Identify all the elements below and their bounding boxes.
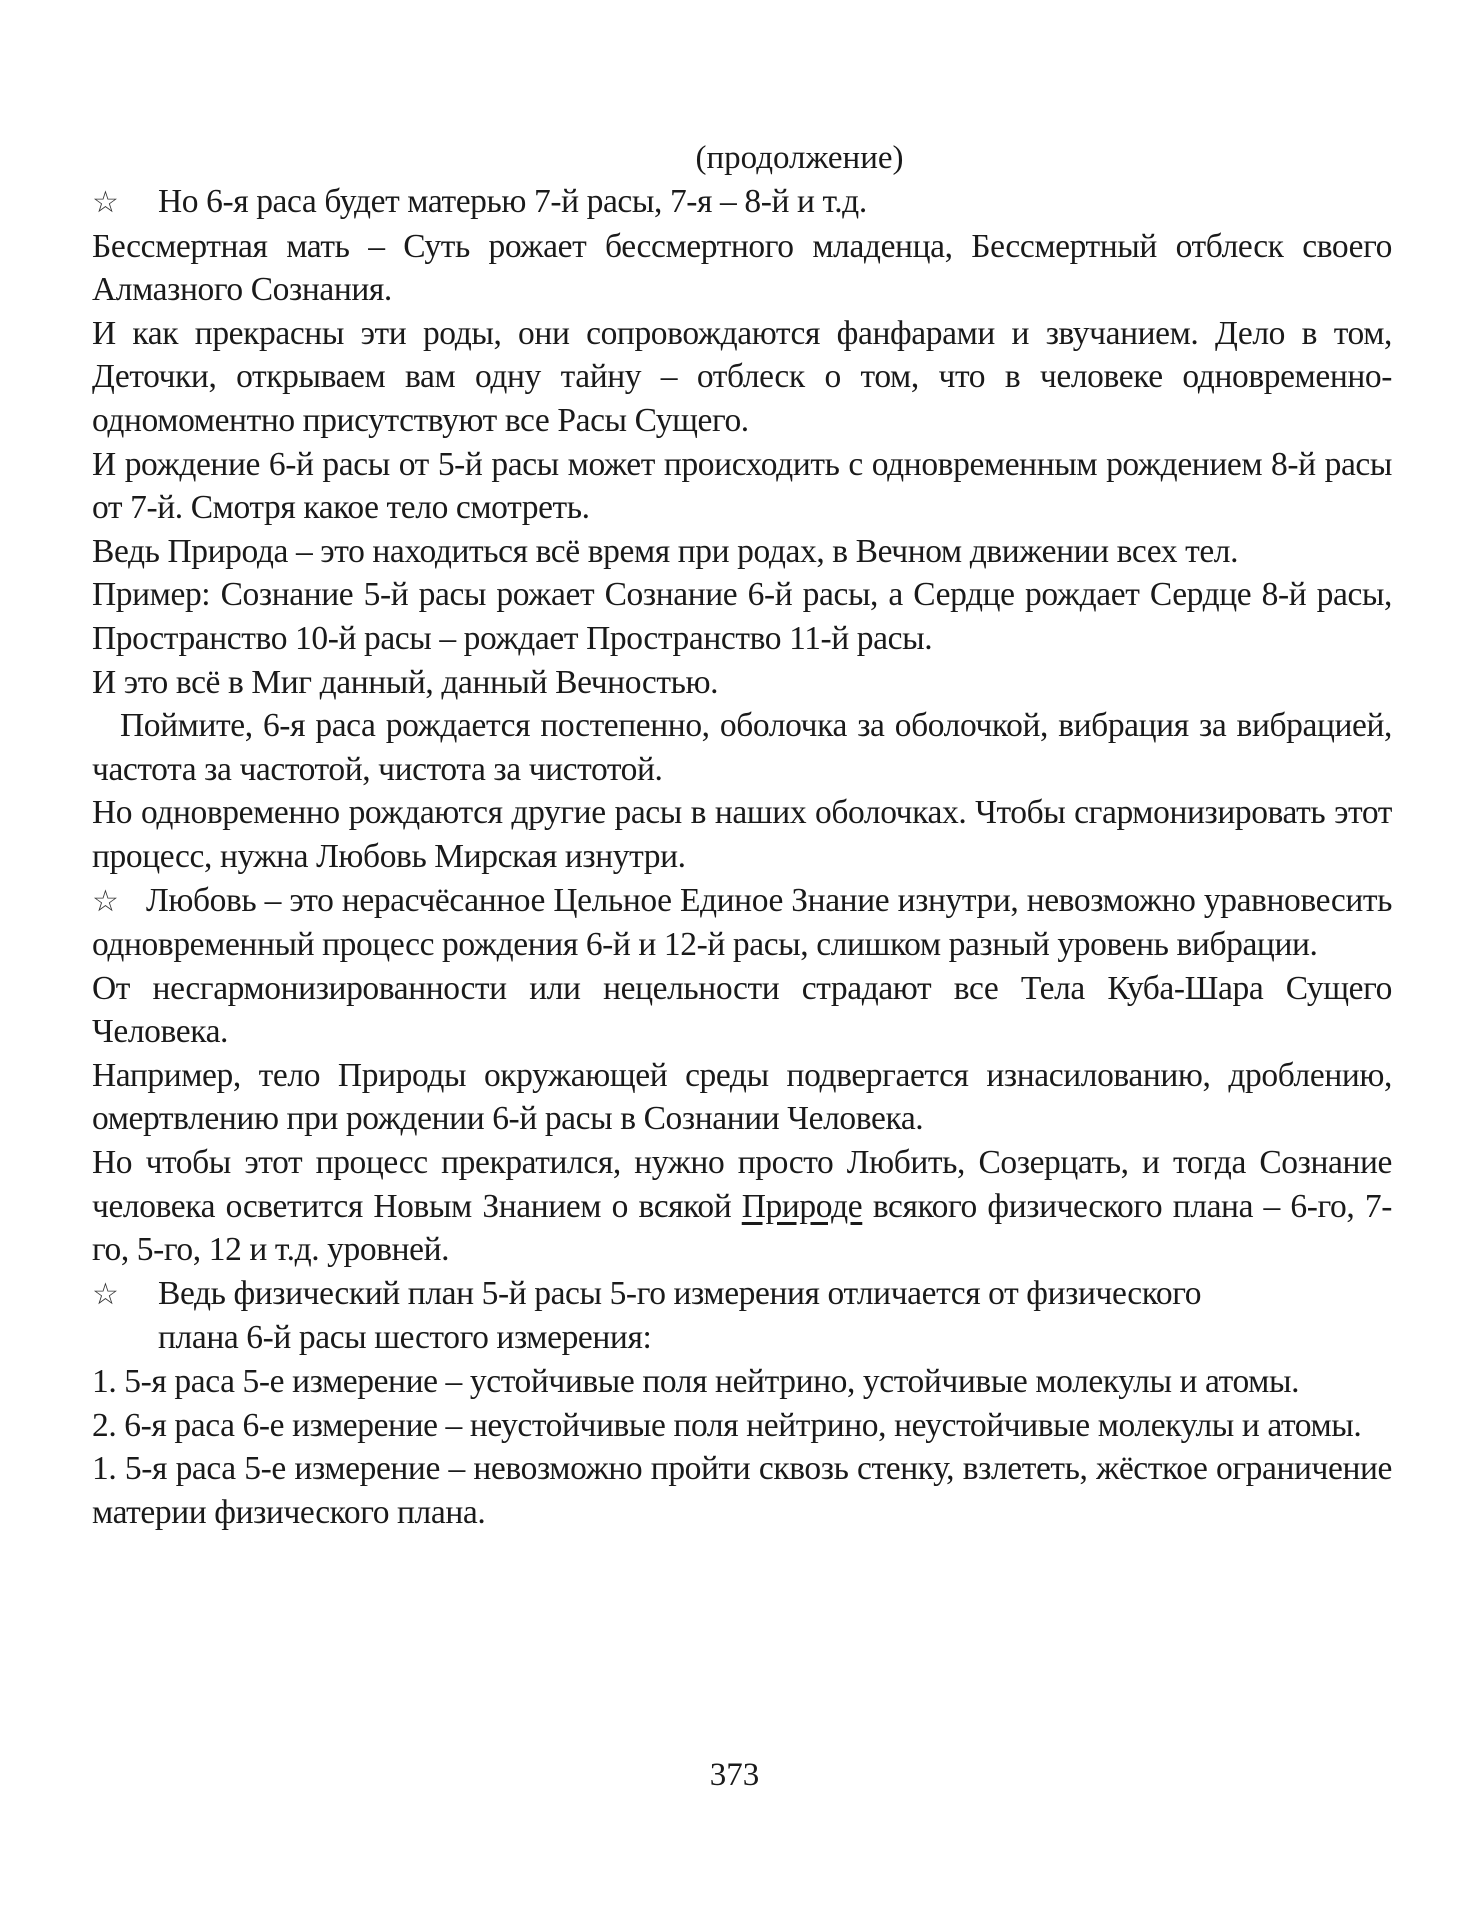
body-text [92, 180, 1392, 1534]
paragraph: Поймите, 6-я раса рождается постепенно, оболочка за оболочкой, вибрация за вибрацией, частота за частотой, чистота за чистотой. [92, 707, 1392, 788]
list-item: 1. 5-я раса 5-е измерение – устойчивые поля нейтрино, устойчивые молекулы и атомы. [92, 1363, 1300, 1401]
star-outline-icon: ☆ [92, 883, 119, 919]
star-outline-icon: ☆ [92, 185, 119, 220]
paragraph-text: Но чтобы этот процесс прекратился, нужно просто Любить, Созерцать, и тогда Сознание человека осветится Новым Знанием о всякой [92, 1144, 1392, 1225]
paragraph: И это всё в Миг данный, данный Вечностью. [92, 663, 719, 701]
paragraph [92, 1272, 1392, 1360]
paragraph: Бессмертная мать – Суть рожает бессмертного младенца, Бессмертный отблеск своего Алмазного Сознания. [92, 227, 1392, 309]
paragraph-text: плана 6-й расы шестого измерения: [158, 1319, 652, 1357]
page-number: 373 [709, 1757, 760, 1793]
paragraph [92, 180, 1392, 225]
paragraph-text: Но 6-я раса будет матерью 7-й расы, 7-я – 8-й и т.д. [158, 183, 867, 220]
underlined-word: Природе [741, 1187, 863, 1225]
paragraph: От несгармонизированности или нецельности страдают все Тела Куба-Шара Сущего Человека. [92, 969, 1392, 1051]
paragraph [92, 1141, 1392, 1272]
list-item: 2. 6-я раса 6-е измерение – неустойчивые поля нейтрино, неустойчивые молекулы и атомы. [92, 1406, 1362, 1444]
paragraph-text: Любовь – это нерасчёсанное Цельное Единое Знание изнутри, невозможно уравновесить одновременный процесс рождения 6-й и 12-й расы, слишком разный уровень вибрации. [92, 881, 1392, 964]
paragraph: И рождение 6-й расы от 5-й расы может происходить с одновременным рождением 8-й расы от 7-й. Смотря какое тело смотреть. [92, 445, 1392, 527]
paragraph: Например, тело Природы окружающей среды подвергается изнасилованию, дроблению, омертвлению при рождении 6-й расы в Сознании Человека. [92, 1056, 1392, 1138]
paragraph: Но одновременно рождаются другие расы в наших оболочках. Чтобы сгармонизировать этот процесс, нужна Любовь Мирская изнутри. [92, 794, 1392, 875]
paragraph: И как прекрасны эти роды, они сопровождаются фанфарами и звучанием. Дело в том, Деточки, открываем вам одну тайну – отблеск о том, что в человеке одновременно-одномоментно присутствуют все Расы Сущего. [92, 314, 1392, 439]
star-outline-icon: ☆ [92, 1276, 119, 1312]
paragraph: Ведь Природа – это находиться всё время при родах, в Вечном движении всех тел. [92, 532, 1239, 570]
paragraph-text: Ведь физический план 5-й расы 5-го измерения отличается от физического [158, 1274, 1202, 1312]
paragraph: Пример: Сознание 5-й расы рожает Сознание 6-й расы, а Сердце рождает Сердце 8-й расы, Пространство 10-й расы – рождает Пространство 11-й расы. [92, 576, 1392, 657]
continuation-heading: (продолжение) [695, 140, 904, 176]
list-item: 1. 5-я раса 5-е измерение – невозможно пройти сквозь стенку, взлететь, жёсткое ограничение материи физического плана. [92, 1450, 1392, 1531]
paragraph-text: всякого физического плана – 6-го, 7-го, 5-го, 12 и т.д. уровней. [92, 1187, 1392, 1269]
paragraph [92, 879, 1392, 967]
